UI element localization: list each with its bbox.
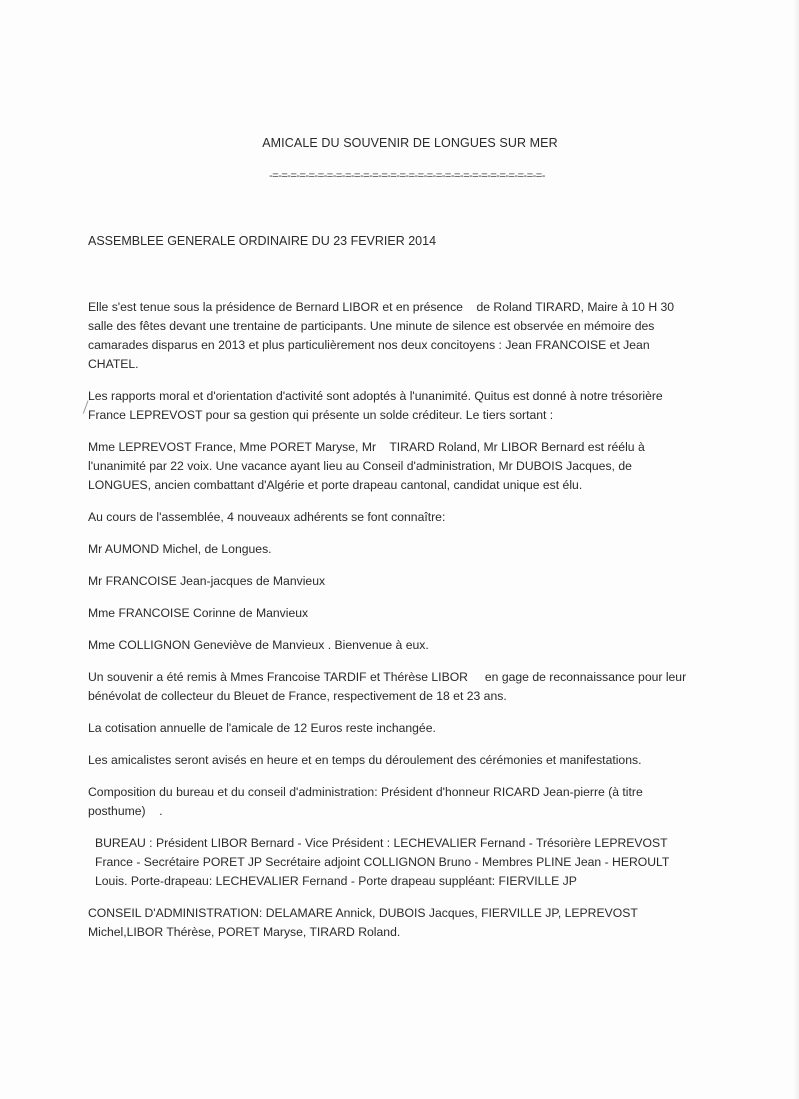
paragraph-adherent-2: Mr FRANCOISE Jean-jacques de Manvieux <box>88 574 326 588</box>
document-title: AMICALE DU SOUVENIR DE LONGUES SUR MER <box>262 136 558 150</box>
document-subtitle: ASSEMBLEE GENERALE ORDINAIRE DU 23 FEVRIER 2014 <box>88 234 437 248</box>
paragraph-amicalistes: Les amicalistes seront avisés en heure et en temps du déroulement des cérémonies et manifestations. <box>88 753 642 767</box>
paragraph-bureau: BUREAU : Président LIBOR Bernard - Vice Président : LECHEVALIER Fernand - Trésorière LEPREVOST France - Secrétaire PORET JP Secrétaire adjoint COLLIGNON Bruno - Membres PLINE Jean - HEROULT Louis. Porte-drapeau: LECHEVALIER Fernand - Porte drapeau suppléant: FIERVILLE JP <box>95 836 673 888</box>
paragraph-tiers-sortant: Mme LEPREVOST France, Mme PORET Maryse, Mr TIRARD Roland, Mr LIBOR Bernard est réélu à l'unanimité par 22 voix. Une vacance ayant lieu au Conseil d'administration, Mr DUBOIS Jacques, de LONGUES, ancien combattant d'Algérie et porte drapeau cantonal, candidat unique est élu. <box>88 440 649 492</box>
paragraph-adherent-1: Mr AUMOND Michel, de Longues. <box>88 542 272 556</box>
page-edge-shadow <box>793 0 799 1099</box>
paragraph-souvenir: Un souvenir a été remis à Mmes Francoise TARDIF et Thérèse LIBOR en gage de reconnaissance pour leur bénévolat de collecteur du Bleuet de France, respectivement de 18 et 23 ans. <box>88 670 690 703</box>
paragraph-adherent-4: Mme COLLIGNON Geneviève de Manvieux . Bienvenue à eux. <box>88 638 429 652</box>
title-separator: -=-=-=-=-=-=-=-=-=-=-=-=-=-=-=-=-=-=-=-=-=-=-=-=-=-=-=-=-=-=- <box>269 170 545 182</box>
paragraph-conseil: CONSEIL D'ADMINISTRATION: DELAMARE Annick, DUBOIS Jacques, FIERVILLE JP, LEPREVOST Michel,LIBOR Thérèse, PORET Maryse, TIRARD Roland. <box>88 906 641 939</box>
paragraph-cotisation: La cotisation annuelle de l'amicale de 12 Euros reste inchangée. <box>88 721 436 735</box>
paragraph-presidence: Elle s'est tenue sous la présidence de Bernard LIBOR et en présence de Roland TIRARD, Maire à 10 H 30 salle des fêtes devant une trentaine de participants. Une minute de silence est observée en mémoire des camarades disparus en 2013 et plus particulièrement nos deux concitoyens : Jean FRANCOISE et Jean CHATEL. <box>88 300 678 371</box>
paragraph-adherent-3: Mme FRANCOISE Corinne de Manvieux <box>88 606 309 620</box>
paragraph-composition: Composition du bureau et du conseil d'administration: Président d'honneur RICARD Jean-pierre (à titre posthume) . <box>88 785 647 818</box>
paragraph-nouveaux-adherents: Au cours de l'assemblée, 4 nouveaux adhérents se font connaître: <box>88 510 446 524</box>
document-body <box>88 298 688 955</box>
paragraph-rapports: Les rapports moral et d'orientation d'activité sont adoptés à l'unanimité. Quitus est donné à notre trésorière France LEPREVOST pour sa gestion qui présente un solde créditeur. Le tiers sortant : <box>88 389 667 422</box>
